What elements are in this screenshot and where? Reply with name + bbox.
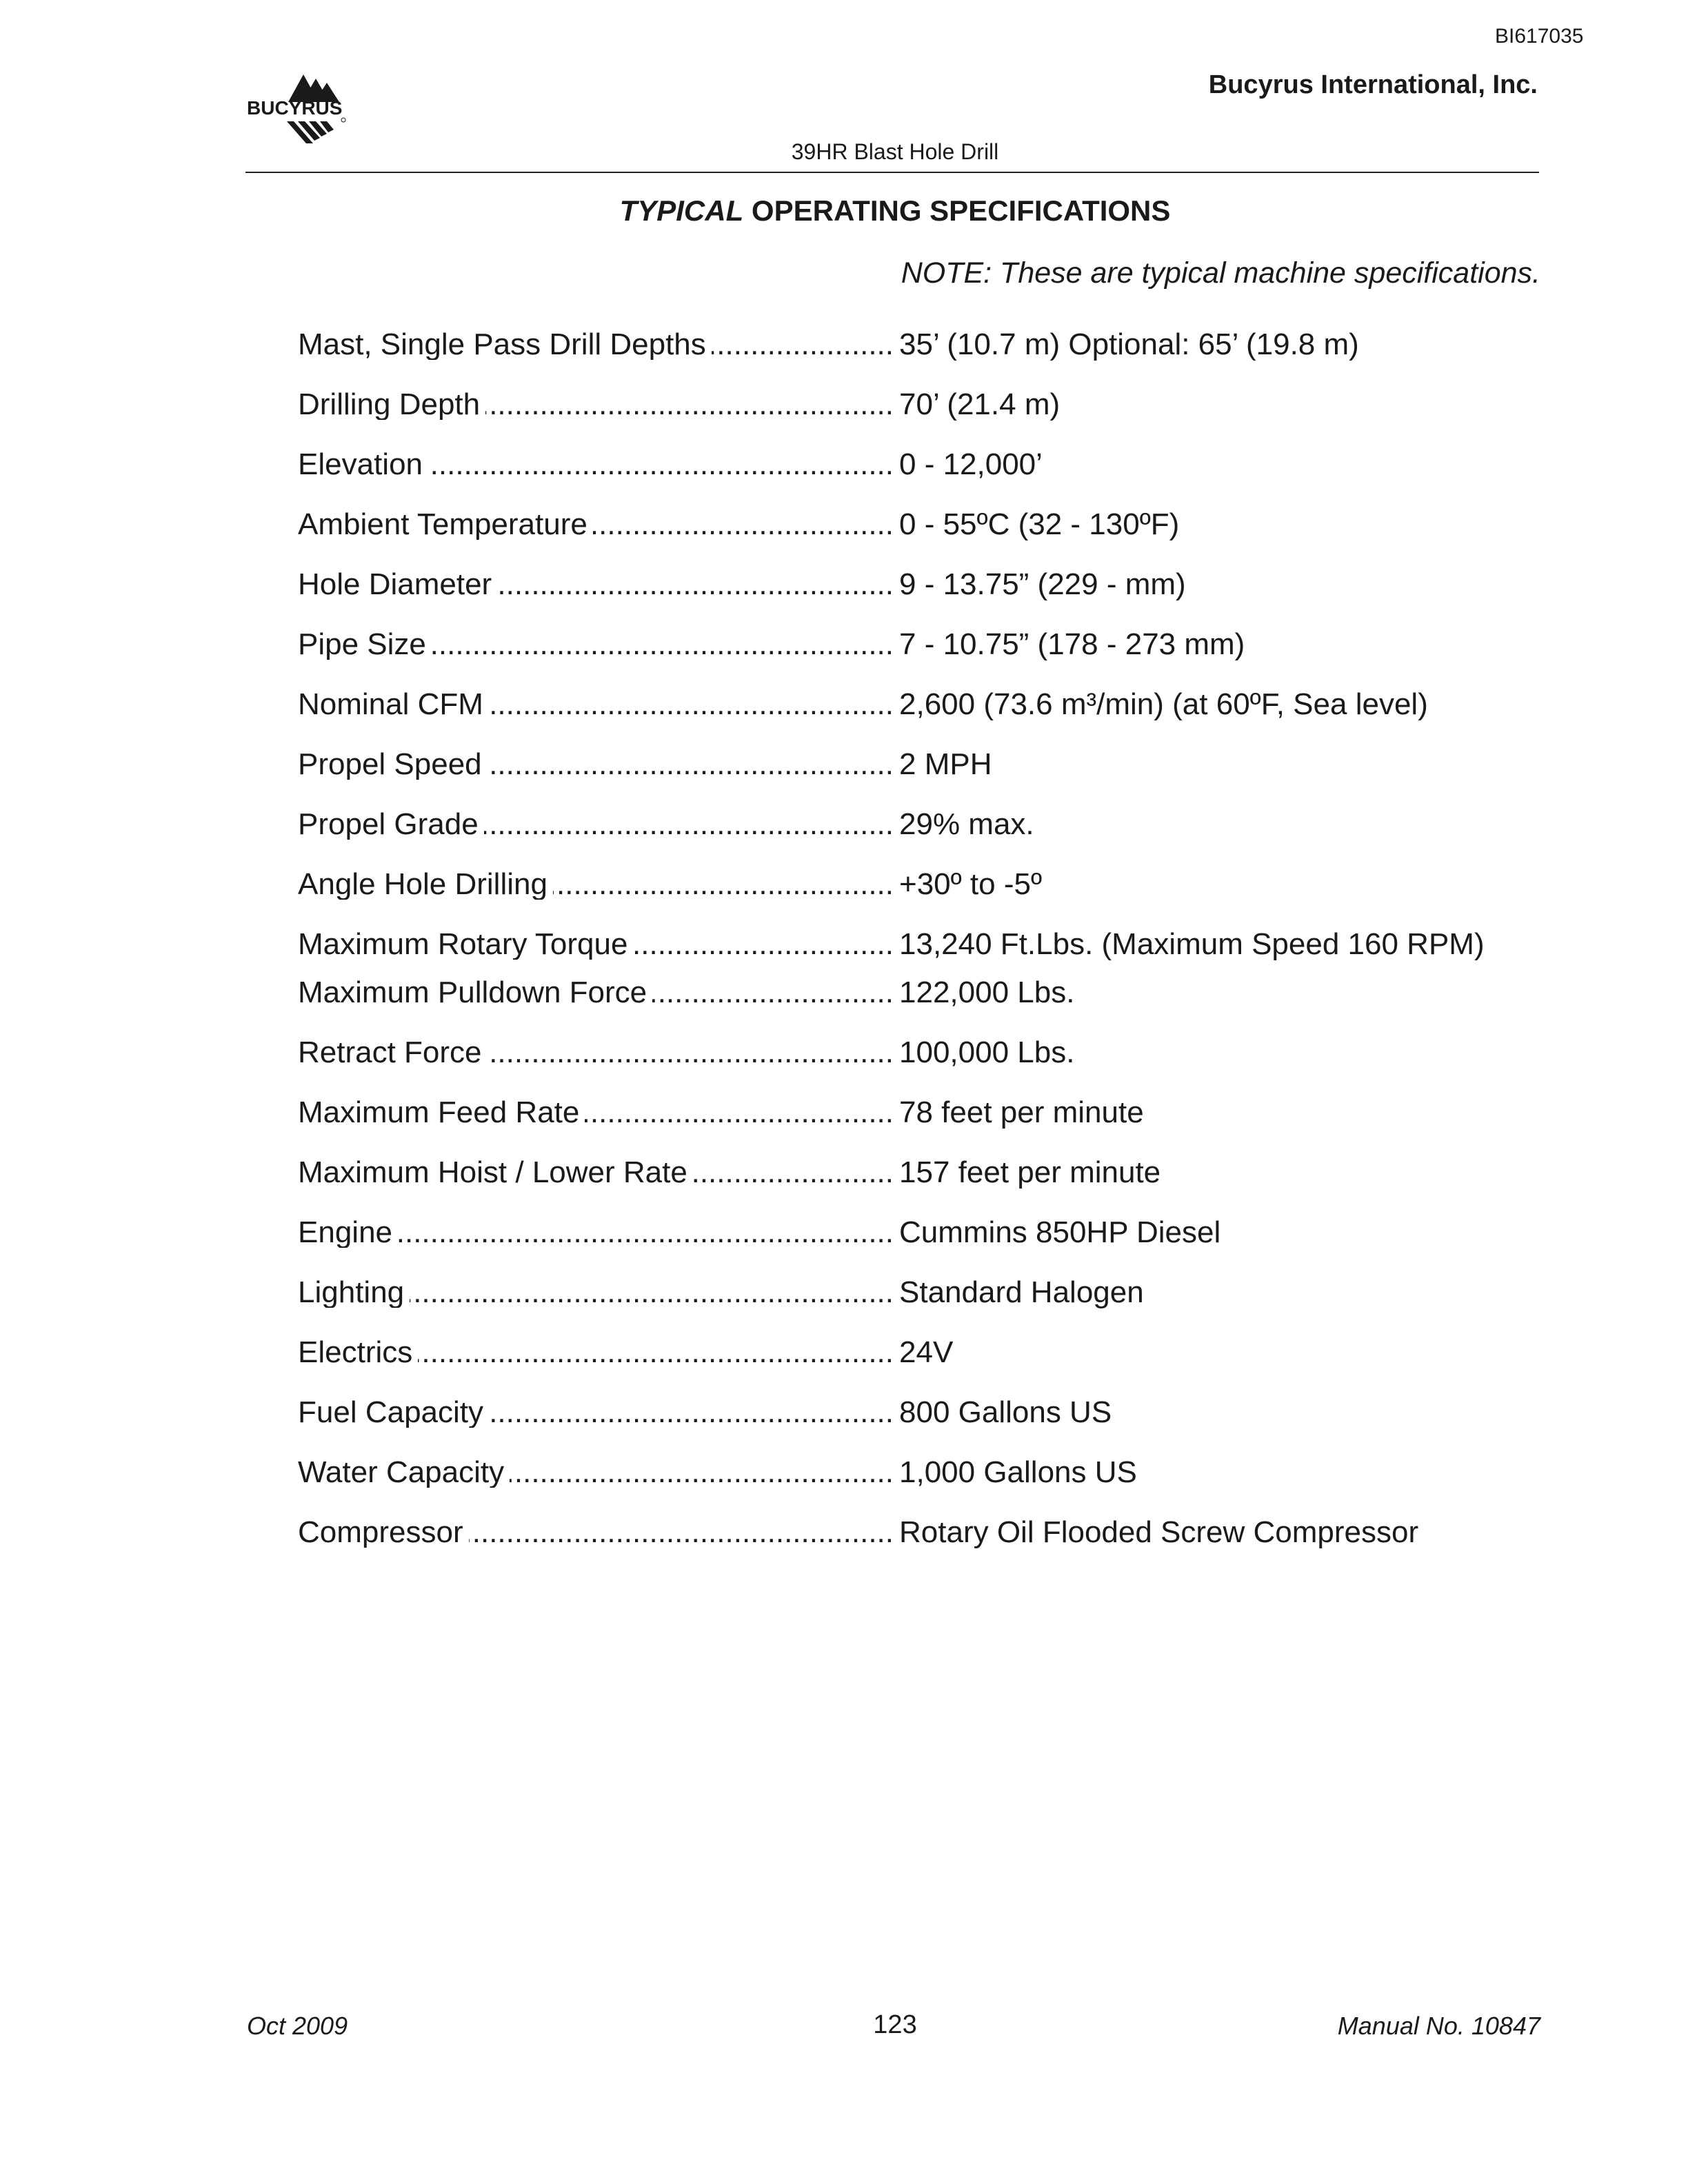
spec-value: 13,240 Ft.Lbs. (Maximum Speed 160 RPM) bbox=[899, 927, 1485, 961]
spec-value: 7 - 10.75” (178 - 273 mm) bbox=[899, 627, 1245, 661]
spec-value: 9 - 13.75” (229 - mm) bbox=[899, 567, 1186, 601]
spec-label: Angle Hole Drilling bbox=[298, 869, 553, 900]
spec-label: Drilling Depth bbox=[298, 390, 485, 420]
spec-value: 29% max. bbox=[899, 807, 1034, 841]
spec-label: Hole Diameter bbox=[298, 569, 497, 600]
spec-row bbox=[298, 387, 1061, 421]
page-title bbox=[0, 194, 1688, 228]
spec-label: Engine bbox=[298, 1217, 398, 1248]
spec-label: Elevation bbox=[298, 449, 428, 480]
spec-row bbox=[298, 449, 1043, 480]
spec-label: Water Capacity bbox=[298, 1457, 510, 1488]
spec-row bbox=[298, 975, 1075, 1009]
spec-row bbox=[298, 1277, 1144, 1308]
spec-label: Propel Speed bbox=[298, 749, 488, 780]
spec-row bbox=[298, 509, 1179, 540]
spec-row bbox=[298, 1457, 1137, 1488]
spec-row bbox=[298, 569, 1186, 600]
spec-row bbox=[298, 629, 1245, 660]
spec-value: 2,600 (73.6 m³/min) (at 60ºF, Sea level) bbox=[899, 687, 1428, 721]
spec-row bbox=[298, 327, 1359, 361]
document-subtitle: 39HR Blast Hole Drill bbox=[791, 139, 999, 164]
spec-label: Ambient Temperature bbox=[298, 509, 593, 540]
spec-label: Retract Force bbox=[298, 1038, 488, 1068]
spec-value: 78 feet per minute bbox=[899, 1095, 1144, 1129]
spec-label: Propel Grade bbox=[298, 809, 484, 840]
spec-value: Rotary Oil Flooded Screw Compressor bbox=[899, 1515, 1419, 1549]
spec-row bbox=[298, 1095, 1144, 1129]
spec-label: Maximum Feed Rate bbox=[298, 1098, 585, 1128]
title-rest: OPERATING SPECIFICATIONS bbox=[751, 194, 1171, 227]
spec-label: Maximum Rotary Torque bbox=[298, 929, 633, 960]
spec-value: Cummins 850HP Diesel bbox=[899, 1215, 1221, 1249]
document-id: BI617035 bbox=[1495, 25, 1584, 48]
spec-row bbox=[298, 1157, 1160, 1188]
spec-value: 35’ (10.7 m) Optional: 65’ (19.8 m) bbox=[899, 327, 1359, 361]
spec-row bbox=[298, 689, 1428, 720]
spec-label: Fuel Capacity bbox=[298, 1397, 489, 1428]
spec-row bbox=[298, 1035, 1075, 1069]
company-name: Bucyrus International, Inc. bbox=[1208, 70, 1538, 99]
spec-label: Mast, Single Pass Drill Depths bbox=[298, 330, 712, 360]
spec-row bbox=[298, 869, 1042, 900]
title-emphasis: TYPICAL bbox=[619, 194, 744, 227]
spec-value: 157 feet per minute bbox=[899, 1155, 1161, 1189]
spec-label: Compressor bbox=[298, 1517, 469, 1548]
header-rule bbox=[245, 172, 1539, 173]
spec-value: Standard Halogen bbox=[899, 1275, 1144, 1309]
spec-label: Maximum Pulldown Force bbox=[298, 978, 652, 1008]
spec-value: 24V bbox=[899, 1335, 954, 1369]
spec-label: Pipe Size bbox=[298, 629, 432, 660]
specifications-note: NOTE: These are typical machine specifications. bbox=[901, 256, 1540, 290]
spec-value: 1,000 Gallons US bbox=[899, 1455, 1137, 1489]
page-number: 123 bbox=[873, 2010, 917, 2039]
footer-date: Oct 2009 bbox=[247, 2012, 348, 2040]
spec-value: 0 - 55ºC (32 - 130ºF) bbox=[899, 507, 1180, 541]
spec-value: 2 MPH bbox=[899, 747, 992, 781]
spec-row bbox=[298, 1397, 1112, 1428]
spec-label: Maximum Hoist / Lower Rate bbox=[298, 1157, 693, 1188]
manual-number: Manual No. 10847 bbox=[1337, 2012, 1540, 2040]
logo-text: BUCYRUS bbox=[247, 97, 343, 119]
spec-label: Lighting bbox=[298, 1277, 410, 1308]
spec-label: Nominal CFM bbox=[298, 689, 489, 720]
spec-row bbox=[298, 809, 1034, 840]
spec-row bbox=[298, 1217, 1220, 1248]
spec-label: Electrics bbox=[298, 1337, 418, 1368]
spec-row bbox=[298, 929, 1485, 960]
spec-row bbox=[298, 1517, 1418, 1548]
spec-value: 100,000 Lbs. bbox=[899, 1035, 1075, 1069]
spec-row bbox=[298, 1337, 953, 1368]
spec-row bbox=[298, 749, 992, 780]
spec-value: 122,000 Lbs. bbox=[899, 975, 1075, 1009]
spec-value: +30º to -5º bbox=[899, 867, 1043, 901]
spec-value: 0 - 12,000’ bbox=[899, 447, 1043, 481]
bucyrus-logo bbox=[247, 69, 371, 148]
spec-value: 70’ (21.4 m) bbox=[899, 387, 1061, 421]
spec-value: 800 Gallons US bbox=[899, 1395, 1112, 1429]
